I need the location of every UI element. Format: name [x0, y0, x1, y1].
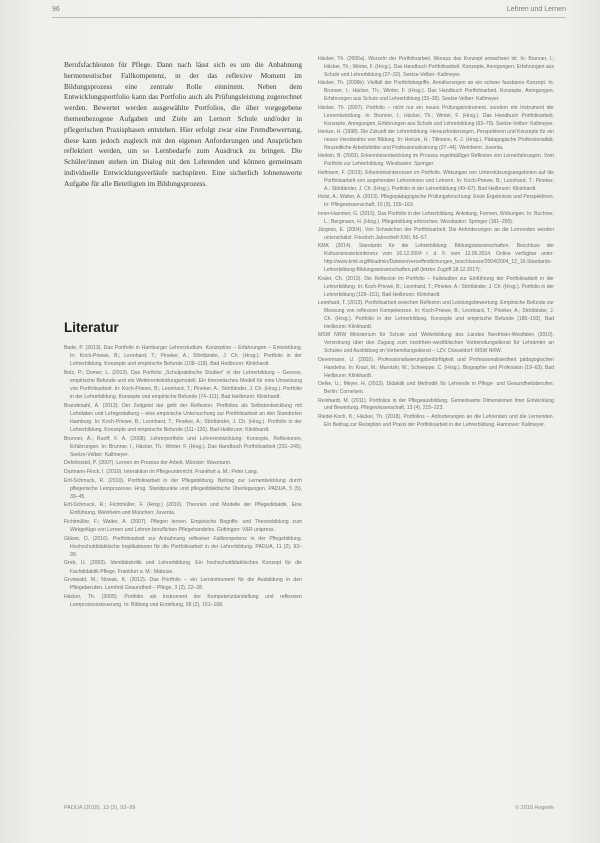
reference-list-left: [64, 344, 302, 609]
reference-entry: Fichtmüller, F.; Walter, A. (2007). Pflegen lernen. Empirische Begriffs- und Theoriebildung zum Wirkgefüge von Lernen und Lehren beruflichen Pflegehandelns. Göttingen: V&R unipress.: [64, 518, 302, 534]
reference-entry: Ertl-Schmuck, R.; Fichtmüller, F. (Hrsg.) (2010). Theorien und Modelle der Pflegedidaktik. Eine Einführung. Weinheim und München: Juventa.: [64, 502, 302, 517]
running-header: [52, 5, 566, 18]
right-column: [318, 56, 554, 430]
reference-entry: Häcker, Th. (2006a). Wurzeln der Portfolioarbeit. Woraus das Konzept erwachsen ist. In: Brunner, I.; Häcker, Th.; Winter, F. (Hrsg.). Das Handbuch Portfolioarbeit. Konzepte, Anregungen, Erfahrungen aus Schule und Lehrerbildung (27–32). Seelze-Velber: Kallmeyer.: [318, 56, 554, 78]
footer-copyright: © 2018 Hogrefe: [515, 805, 554, 811]
reference-entry: Hofmann, F. (2013). Erkenntnisinteressen im Portfolio. Wirkungen von Unterstützungsangeboten auf die Portfolioarbeit von angehenden Lehrerinnen und Lehrern. In: Koch-Priewe, B.; Leonhard, T.; Pineker, A.; Störtländer, J. Ch. (Hrsg.). Portfolio in der Lehrerbildung (49–67). Bad Heilbrunn: Klinkhardt.: [318, 169, 554, 192]
reference-entry: Riedel-Koch, K.; Häcker, Th. (2018). Portfolios – Anforderungen an die Lehrenden und die Lernenden. Ein Beitrag zur Rezeption und Praxis der Portfolioarbeit in der Lehrerbildung. Hannover: Kallmeyer.: [318, 413, 554, 428]
reference-entry: Oelke, U.; Meyer, H. (2013). Didaktik und Methodik für Lehrende in Pflege- und Gesundheitsberufen. Berlin: Cornelsen.: [318, 381, 554, 396]
reference-entry: MSW NRW Ministerium für Schule und Weiterbildung des Landes Nordrhein-Westfalen (2010). Verordnung über den Zugang zum nordrhein-westfälischen Vorbereitungsdienst für Lehrämter an Schulen und Ausbildung im Vorbereitungsdienst – LZV. Düsseldorf: MSW NRW.: [318, 332, 554, 355]
reference-entry: Häcker, Th. (2006b). Vielfalt der Portfoliobegriffe. Annäherungen an ein schwer fassbares Konzept. In: Brunner, I.; Häcker, Th.; Winter, F. (Hrsg.). Das Handbuch Portfolioarbeit. Konzepte, Anregungen, Erfahrungen aus Schule und Lehrerbildung (33–39). Seelze-Velber: Kallmeyer.: [318, 80, 554, 103]
references-section: [64, 320, 302, 610]
reference-entry: Kraler, Ch. (2013). Die Reflexion im Portfolio – Fallstudien zur Einführung der Portfolioarbeit in der Lehrerbildung. In: Koch-Priewe, B.; Leonhard, T.; Pineker, A.; Störtländer, J. Ch. (Hrsg.). Portfolio in der Lehrerbildung (129–151). Bad Heilbrunn: Klinkhardt.: [318, 275, 554, 298]
reference-entry: KMK (2014). Standards für die Lehrerbildung: Bildungswissenschaften. Beschluss der Kultusministerkonferenz vom 16.12.2004 i. d. F. vom 12.06.2014. Online verfügbar unter: http://www.kmk.org/fileadmin/Dateien/veroeffentlichungen_beschluesse/2004/2004_12_16-Standards-Lehrerbildung-Bildungswissenschaften.pdf (letzter Zugriff 18.12.2017).: [318, 243, 554, 274]
body-paragraph: Berufsfachleuten für Pflege. Dann nach lässt sich es um die Anbahnung hermeneutischer Fallkompetenz, in der das reflexive Moment im Bildungsprozess eine zentrale Rolle einnimmt. Neben dem Entwicklungsportfolio kann das Portfolio auch als Prüfungsleistung zugerechnet werden. Bewertet werden ausgewählte Portfolios, die über vorgegebene themenbezogene Aufgaben und Ziele am Lernort Schule und/oder in pflegerischen Praxisphasen entstehen. Hier erfolgt zwar eine Fremdbewertung, diese kann jedoch zugleich mit den eigenen Anforderungen und Ansprüchen reflektiert werden, um so Lernbedarfe zum Ausdruck zu bringen. Die Schüler/innen stehen im Dialog mit den Lehrenden und können gemeinsam individuelle Entwicklungsverläufe nachspüren. Eine sicherlich lohnenswerte Aufgabe für alle Beteiligten im Bildungsprozess.: [64, 60, 302, 188]
reference-entry: Greb, U. (2003). Identitätskritik und Lehrerbildung. Ein hochschuldidaktisches Konzept für die Fachdidaktik Pflege. Frankfurt a. M.: Mabuse.: [64, 560, 302, 575]
reference-entry: Heinze, H. (1998). Die Zukunft der Lehrerbildung. Herausforderungen, Perspektiven und Konzepte für ein neues Verständnis von Bildung. In: Heinze, H.; Tillmann, K.-J. (Hrsg.). Pädagogische Professionalität. Neuzeitliche Arbeitsfelder und Professionalisierung (27–44). Weinheim: Juventa.: [318, 129, 554, 151]
reference-entry: Dehnbostel, P. (2007). Lernen im Prozess der Arbeit. Münster: Waxmann.: [64, 460, 232, 467]
reference-entry: Brunner, A.; Ruoff, F. A. (2008). Lehrerportfolio und Lehrerentwicklung: Konzepte, Reflexionen, Erfahrungen. In: Brunner, I.; Häcker, Th.; Winter, F. (Hrsg.). Das Handbuch Portfolioarbeit (231–245). Seelze-Velber: Kallmeyer.: [64, 435, 302, 458]
reference-entry: Ertl-Schmuck, R. (2010). Portfolioarbeit in der Pflegebildung. Beitrag zur Lernentwicklung durch pflegerische Lernprozesse. Hrsg. Standpunkte und pflegedidaktische Überlegungen. PADUA, 5 (5), 39–45.: [64, 477, 302, 500]
section-title: Literatur: [64, 320, 119, 335]
reference-entry: Häcker, Th. (2005). Portfolio als Instrument der Kompetenzdarstellung und reflexiven Lernprozesssteuerung. In: Bildung und Erziehung, 58 (2), 151–168.: [64, 593, 302, 608]
reference-entry: Leonhard, T. (2013). Portfolioarbeit zwischen Reflexion und Leistungsbewertung. Empirische Befunde zur Messung von reflexiven Kompetenzen. In: Koch-Priewe, B.; Leonhard, T.; Pineker, A.; Störtländer, J. Ch. (Hrsg.). Portfolio in der Lehrerbildung. Konzepte und empirische Befunde (180–193). Bad Heilbrunn: Klinkhardt.: [318, 300, 554, 330]
reference-entry: Gläser, D. (2016). Portfolioarbeit zur Anbahnung reflexiver Fallkompetenz in der Pflegebildung. Hochschuldidaktische Implikationen für die Portfolioarbeit in der Lehrerbildung. PADUA, 11 (2), 93–99.: [64, 535, 302, 558]
reference-entry: Jürgens, E. (2004). Von Schwächen der Portfolioarbeit. Die Anforderungen an die Lernenden werden unterschätzt. Friedrich Jahresheft XXII, 56–57.: [318, 227, 554, 241]
reference-entry: Reinhardt, M. (2011). Portfolios in der Pflegeausbildung. Gemeinsame Dimensionen ihrer Entwicklung und Bewertung. Pflegewissenschaft, 13 (4), 215–223.: [318, 397, 554, 412]
reference-entry: Grunwald, M.; Nowak, K. (2012). Das Portfolio – ein Lerninstrument für die Ausbildung in den Pflegeberufen. Lernfeld Gesundheit – Pflege, 3 (2), 22–28.: [64, 577, 302, 592]
page-number: 96: [52, 6, 60, 13]
reference-entry: Herlein, B. (2003). Erkenntnisentwicklung im Prozess regelmäßiger Reflexion von Lernerfahrungen. Vom Portfolio zur Lehrerbildung. Wiesbaden: Springer.: [318, 153, 554, 168]
left-column: [64, 60, 302, 190]
running-title: Lehren und Lernen: [506, 6, 566, 13]
reference-entry: Bade, P. (2013). Das Portfolio in Hamburger Lehrerstudium. Konzeption – Erfahrungen – Entwicklung. In: Koch-Priewe, B.; Leonhard, T.; Pineker, A.; Störtländer, J. Ch. (Hrsg.). Portfolio in der Lehrerbildung. Konzepte und empirische Befunde (108–118). Bad Heilbrunn: Klinkhardt.: [64, 345, 302, 368]
footer-citation: PADUA (2018), 13 (2), 93–99: [64, 805, 136, 811]
reference-entry: Oevermann, U. (2002). Professionalisierungsbedürftigkeit und Professionalisiertheit pädagogischen Handelns. In: Kraul, M.; Marotzki, W.; Schweppe, C. (Hrsg.). Biographie und Profession (19–63). Bad Heilbrunn: Klinkhardt.: [318, 356, 554, 379]
reference-list-right: [318, 56, 554, 430]
reference-entry: Bolz, P.; Domer, L. (2013). Das Portfolio „Schulpraktische Studien“ in der Lehrerbildung – Genese, empirische Befunde und ein Weiterentwicklungsmodell. Ein theoretisches Modell für eine Umsetzung von Portfolioarbeit. In: Koch-Priewe, B.; Leonhard, T.; Pineker, A.; Störtländer, J. Ch. (Hrsg.). Portfolio in der Lehrerbildung. Konzepte und empirische Befunde (74–111). Bad Heilbrunn: Klinkhardt.: [64, 369, 302, 401]
reference-entry: Häcker, Th. (2007). Portfolio – nicht nur ein neues Prüfungsinstrument, sondern ein Instrument der Lernentwicklung. In: Brunner, I.; Häcker, Th.; Winter, F. (Hrsg.). Das Handbuch Portfolioarbeit. Konzepte, Anregungen, Erfahrungen aus Schule und Lehrerbildung (63–70). Seelze-Velber: Kallmeyer.: [318, 104, 554, 127]
reference-entry: Holst, A.; Walter, A. (2013). Pflegepädagogische Prüfungsforschung: Erste Ergebnisse und Perspektiven. In: Pflegewissenschaft, 15 (3), 155–163.: [318, 194, 554, 209]
reference-entry: Darmann-Finck, I. (2010). Interaktion im Pflegeunterricht. Frankfurt a. M.: Peter Lang.: [64, 468, 258, 475]
reference-entry: Brandenahl, A. (2013). Der Zeitgeist dar geht der Reflexion. Portfolios als Selbstentwicklung mit Lehrdaten und Lehrgestaltung – eine empirische Untersuchung zur Portfolioarbeit an den Standorten Hamburg. In: Koch-Priewe, B.; Leonhard, T.; Pineker, A.; Störtländer, J. Ch. (Hrsg.). Portfolio in der Lehrerbildung. Konzepte und empirische Befunde (111–126). Bad Heilbrunn: Klinkhardt.: [64, 402, 302, 433]
page-footer: [64, 805, 554, 819]
reference-entry: Inner-Hammer, G. (2015). Das Portfolio in der Lehrerbildung. Anleitung, Formen, Wirkungen. In: Buchner, L.; Bergmann, H. (Hrsg.). Pflegebildung erforschen. Wiesbaden: Springer (181–200).: [318, 210, 554, 225]
